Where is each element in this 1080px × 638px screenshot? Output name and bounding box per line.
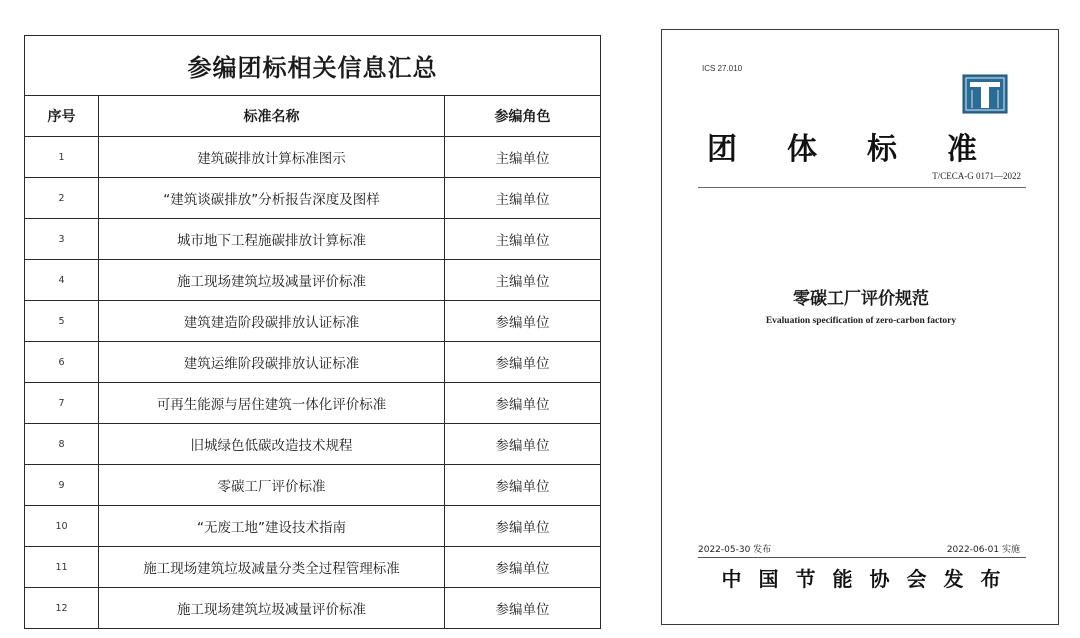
table-row [25, 383, 601, 424]
row-standard-name: 施工现场建筑垃圾减量分类全过程管理标准 [99, 547, 445, 588]
row-standard-name: 建筑碳排放计算标准图示 [99, 137, 445, 178]
table-row [25, 301, 601, 342]
table-row [25, 506, 601, 547]
table-row [25, 465, 601, 506]
table-title-row [25, 36, 601, 96]
bottom-divider [698, 557, 1026, 558]
row-role: 主编单位 [445, 137, 601, 178]
row-index: 11 [25, 547, 99, 588]
row-index: 3 [25, 219, 99, 260]
table-row [25, 137, 601, 178]
standard-t-logo-icon [962, 74, 1008, 114]
ics-code: ICS 27.010 [702, 64, 743, 73]
implement-date: 2022-06-01 实施 [946, 545, 1020, 555]
standard-cover [661, 29, 1059, 625]
row-standard-name: “建筑谈碳排放”分析报告深度及图样 [99, 178, 445, 219]
summary-table [24, 35, 601, 629]
header-role: 参编角色 [445, 96, 601, 137]
table-row [25, 260, 601, 301]
publisher-line: 中国节能协会发布 [721, 567, 1018, 591]
table-header-row [25, 96, 601, 137]
table-row [25, 547, 601, 588]
row-role: 参编单位 [445, 342, 601, 383]
row-index: 10 [25, 506, 99, 547]
table-title: 参编团标相关信息汇总 [25, 36, 601, 96]
row-role: 参编单位 [445, 383, 601, 424]
publish-date: 2022-05-30 发布 [698, 545, 772, 555]
table-row [25, 342, 601, 383]
table-row [25, 178, 601, 219]
row-standard-name: “无废工地”建设技术指南 [99, 506, 445, 547]
table-row [25, 588, 601, 629]
row-standard-name: 零碳工厂评价标准 [99, 465, 445, 506]
row-role: 主编单位 [445, 219, 601, 260]
standard-title-cn: 零碳工厂评价规范 [793, 289, 929, 309]
row-index: 4 [25, 260, 99, 301]
row-role: 参编单位 [445, 506, 601, 547]
row-index: 12 [25, 588, 99, 629]
top-divider [698, 187, 1026, 188]
row-standard-name: 建筑建造阶段碳排放认证标准 [99, 301, 445, 342]
row-index: 8 [25, 424, 99, 465]
row-role: 参编单位 [445, 547, 601, 588]
row-standard-name: 旧城绿色低碳改造技术规程 [99, 424, 445, 465]
table-row [25, 219, 601, 260]
row-index: 6 [25, 342, 99, 383]
header-name: 标准名称 [99, 96, 445, 137]
row-standard-name: 建筑运维阶段碳排放认证标准 [99, 342, 445, 383]
header-index: 序号 [25, 96, 99, 137]
row-role: 参编单位 [445, 301, 601, 342]
standard-code: T/CECA-G 0171—2022 [932, 171, 1021, 181]
row-role: 主编单位 [445, 178, 601, 219]
row-standard-name: 施工现场建筑垃圾减量评价标准 [99, 260, 445, 301]
table-row [25, 424, 601, 465]
standard-title-en: Evaluation specification of zero-carbon factory [765, 316, 957, 326]
row-index: 2 [25, 178, 99, 219]
row-role: 主编单位 [445, 260, 601, 301]
row-index: 7 [25, 383, 99, 424]
row-role: 参编单位 [445, 588, 601, 629]
row-index: 9 [25, 465, 99, 506]
row-index: 1 [25, 137, 99, 178]
row-role: 参编单位 [445, 424, 601, 465]
row-role: 参编单位 [445, 465, 601, 506]
row-standard-name: 可再生能源与居住建筑一体化评价标准 [99, 383, 445, 424]
row-index: 5 [25, 301, 99, 342]
document-type-heading: 团体标准 [707, 132, 1027, 167]
row-standard-name: 城市地下工程施碳排放计算标准 [99, 219, 445, 260]
row-standard-name: 施工现场建筑垃圾减量评价标准 [99, 588, 445, 629]
